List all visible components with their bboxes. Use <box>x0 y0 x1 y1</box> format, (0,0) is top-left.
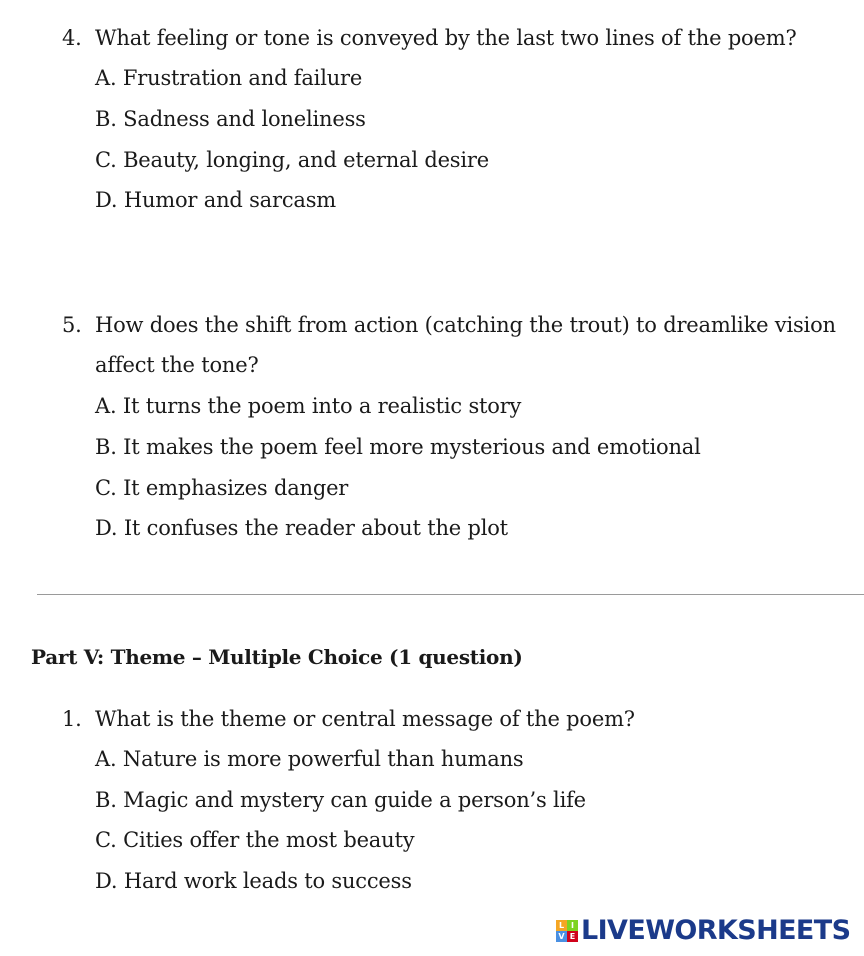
question-number: 1. <box>62 707 82 731</box>
option-c[interactable]: C. It emphasizes danger <box>95 476 349 500</box>
question-stem: What feeling or tone is conveyed by the last two lines of the poem? <box>95 26 797 50</box>
question-number: 5. <box>62 313 82 337</box>
logo-cell-e: E <box>567 931 578 942</box>
liveworksheets-wordmark: LIVEWORKSHEETS <box>581 915 851 946</box>
option-d[interactable]: D. Hard work leads to success <box>95 869 412 893</box>
option-c[interactable]: C. Beauty, longing, and eternal desire <box>95 148 489 172</box>
option-a[interactable]: A. It turns the poem into a realistic story <box>95 394 522 418</box>
logo-cell-l: L <box>556 920 567 931</box>
option-a[interactable]: A. Frustration and failure <box>95 66 363 90</box>
option-d[interactable]: D. It confuses the reader about the plot <box>95 516 508 540</box>
part-title: Part V: Theme – Multiple Choice (1 question) <box>31 645 523 669</box>
question-number: 4. <box>62 26 82 50</box>
question-stem-line-1: How does the shift from action (catching the trout) to dreamlike vision <box>95 313 836 337</box>
logo-cell-i: I <box>567 920 578 931</box>
question-stem-line-2: affect the tone? <box>95 353 259 377</box>
option-b[interactable]: B. Sadness and loneliness <box>95 107 366 131</box>
liveworksheets-logo <box>556 914 850 948</box>
option-b[interactable]: B. It makes the poem feel more mysterious and emotional <box>95 435 701 459</box>
option-c[interactable]: C. Cities offer the most beauty <box>95 828 415 852</box>
option-a[interactable]: A. Nature is more powerful than humans <box>95 747 524 771</box>
question-stem: What is the theme or central message of the poem? <box>95 707 635 731</box>
option-d[interactable]: D. Humor and sarcasm <box>95 188 337 212</box>
option-b[interactable]: B. Magic and mystery can guide a person’s life <box>95 788 586 812</box>
liveworksheets-icon <box>556 920 578 942</box>
logo-cell-v: V <box>556 931 567 942</box>
section-divider <box>37 594 864 595</box>
